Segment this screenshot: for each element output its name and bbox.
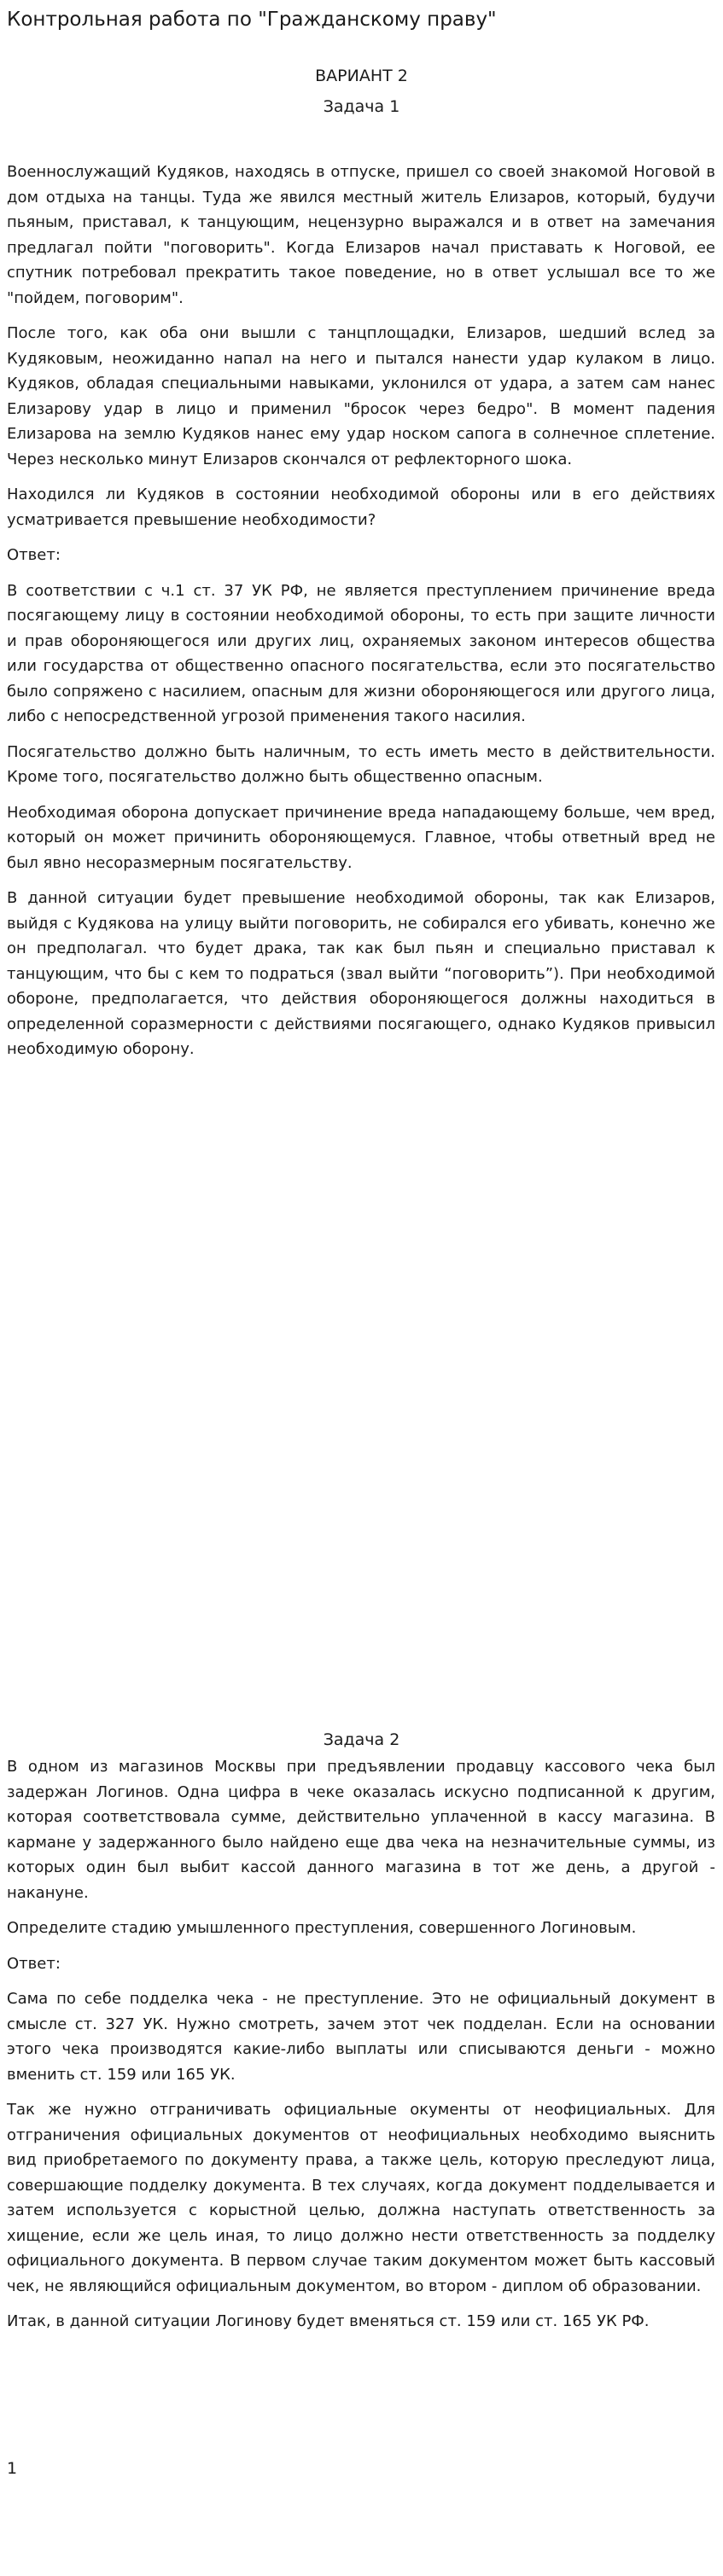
- task1-paragraph: Военнослужащий Кудяков, находясь в отпуске, пришел со своей знакомой Ноговой в дом отдыха на танцы. Туда же явился местный житель Елизаров, который, будучи пьяным, приставал, к танцующим, нецензурно выражался и в ответ на замечания предлагал пойти "поговорить". Когда Елизаров начал приставать к Ноговой, ее спутник потребовал прекратить такое поведение, но в ответ услышал все то же "пойдем, поговорим".: [7, 163, 715, 307]
- task2-question: Определите стадию умышленного преступления, совершенного Логиновым.: [7, 1919, 637, 1937]
- variant-label: ВАРИАНТ 2: [315, 67, 408, 85]
- page-number: 1: [7, 2459, 18, 2478]
- task2-answer-paragraph: Сама по себе подделка чека - не преступление. Это не официальный документ в смысле ст. 327 УК. Нужно смотреть, зачем этот чек подделан. Если на основании этого чека производятся какие-либо выплаты или списываются деньги - можно вменить ст. 159 или 165 УК.: [7, 1990, 715, 2084]
- task1-answer-paragraph: Посягательство должно быть наличным, то есть иметь место в действительности. Кроме того, посягательство должно быть общественно опасным.: [7, 742, 715, 786]
- task2-answer-paragraph: Так же нужно отграничивать официальные окументы от неофициальных. Для отграничения официальных документов от неофициальных необходимо выяснить вид приобретаемого по документу права, а также цель, которую преследуют лица, совершающие подделку документа. В тех случаях, когда документ подделывается и затем используется с корыстной целью, должна наступать ответственность за хищение, если же цель иная, то лицо должно нести ответственность за подделку официального документа. В первом случае таким документом может быть кассовый чек, не являющийся официальным документом, во втором - диплом об образовании.: [7, 2101, 715, 2295]
- task1-answer-paragraph: В данной ситуации будет превышение необходимой обороны, так как Елизаров, выйдя с Кудякова на улицу выйти поговорить, не собирался его убивать, конечно же он предполагал. что будет драка, так как был пьян и специально приставал к танцующим, что бы с кем то подраться (звал выйти “поговорить”). При необходимой обороне, предполагается, что действия обороняющегося должны находиться в определенной соразмерности с действиями посягающего, однако Кудяков привысил необходимую оборону.: [7, 889, 715, 1058]
- task1-answer-paragraph: Необходимая оборона допускает причинение вреда нападающему больше, чем вред, который он может причинить обороняющемуся. Главное, чтобы ответный вред не был явно несоразмерным посягательству.: [7, 803, 715, 872]
- task1-answer-paragraph: В соответствии с ч.1 ст. 37 УК РФ, не является преступлением причинение вреда посягающему лицу в состоянии необходимой обороны, то есть при защите личности и прав обороняющегося или других лиц, охраняемых законом интересов общества или государства от общественно опасного посягательства, если это посягательство было сопряжено с насилием, опасным для жизни обороняющегося или другого лица, либо с непосредственной угрозой применения такого насилия.: [7, 581, 715, 725]
- document-title: Контрольная работа по "Гражданскому праву": [7, 9, 497, 31]
- task1-heading: Задача 1: [323, 97, 400, 116]
- task2-answer-label: Ответ:: [7, 1954, 61, 1973]
- task2-section: [7, 1754, 715, 2345]
- task2-answer-paragraph: Итак, в данной ситуации Логинову будет вменяться ст. 159 или ст. 165 УК РФ.: [7, 2312, 650, 2330]
- task1-question: Находился ли Кудяков в состоянии необходимой обороны или в его действиях усматривается превышение необходимости?: [7, 486, 715, 529]
- task2-heading: Задача 2: [323, 1730, 400, 1749]
- task1-section: [7, 160, 715, 1073]
- task2-paragraph: В одном из магазинов Москвы при предъявлении продавцу кассового чека был задержан Логинов. Одна цифра в чеке оказалась искусно подписанной к другим, которая соответствовала сумме, действительно уплаченной в кассу магазина. В кармане у задержанного было найдено еще два чека на незначительные суммы, из которых один был выбит кассой данного магазина в тот же день, а другой - накануне.: [7, 1758, 715, 1902]
- task1-answer-label: Ответ:: [7, 546, 61, 564]
- task1-paragraph: После того, как оба они вышли с танцплощадки, Елизаров, шедший вслед за Кудяковым, неожиданно напал на него и пытался нанести удар кулаком в лицо. Кудяков, обладая специальными навыками, уклонился от удара, а затем сам нанес Елизарову удар в лицо и применил "бросок через бедро". В момент падения Елизарова на землю Кудяков нанес ему удар носком сапога в солнечное сплетение. Через несколько минут Елизаров скончался от рефлекторного шока.: [7, 324, 715, 468]
